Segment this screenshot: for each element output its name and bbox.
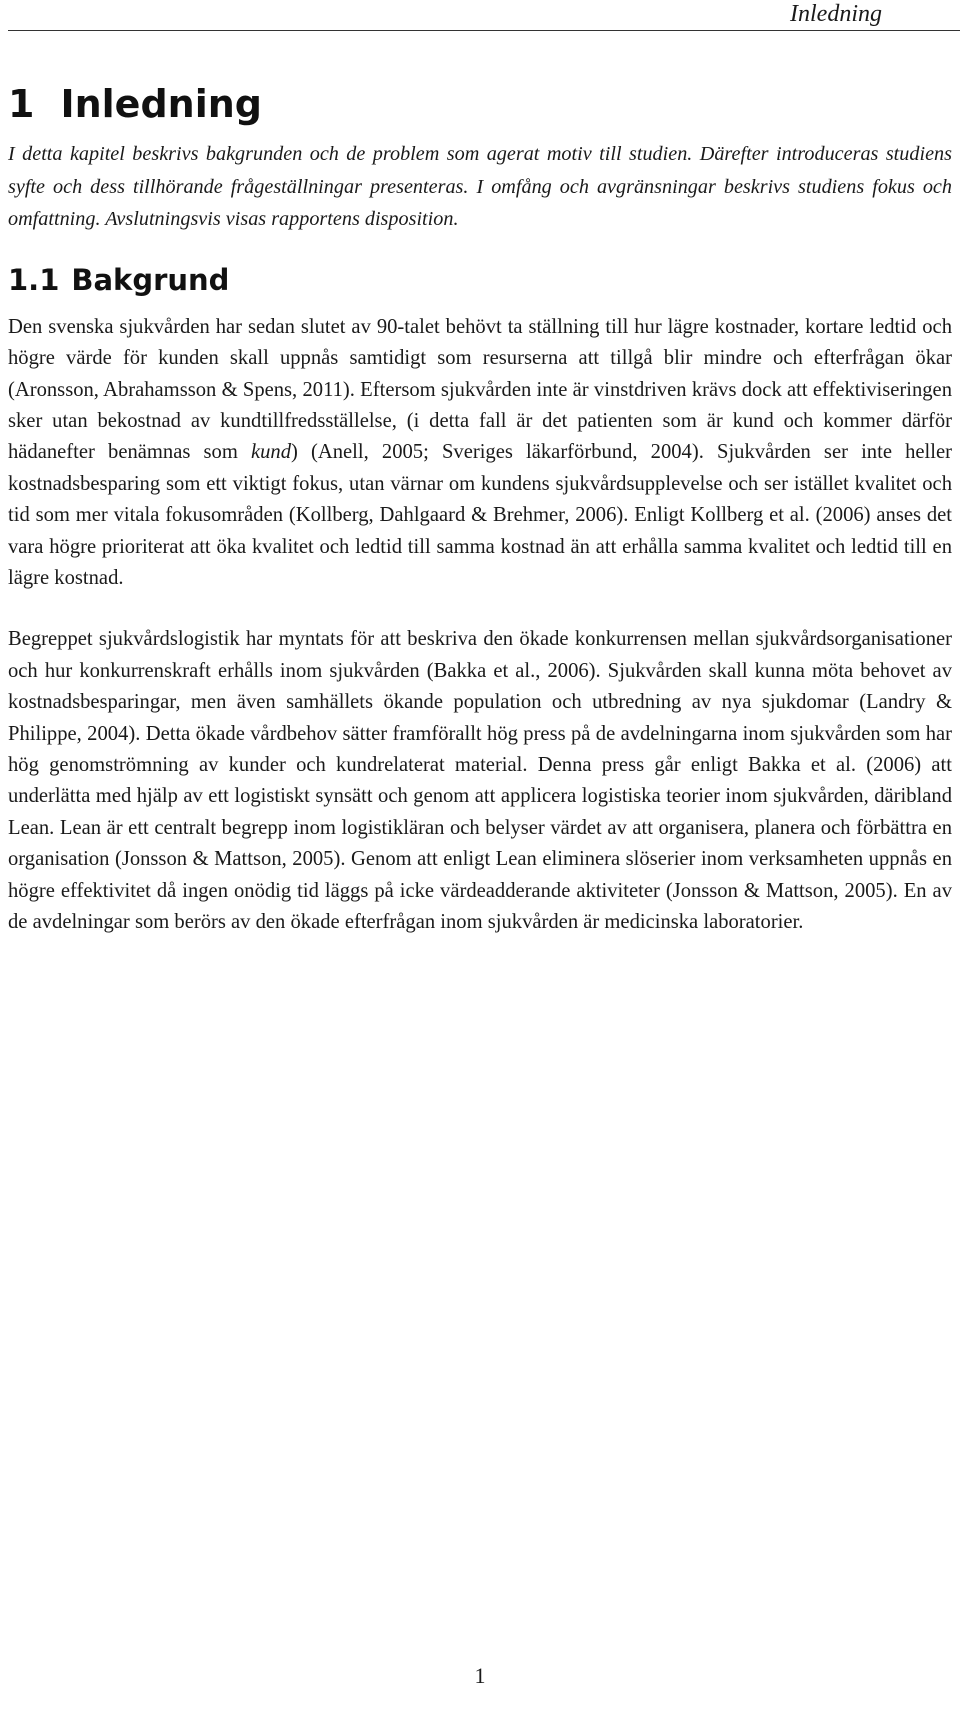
section-title: Bakgrund	[71, 262, 230, 297]
section-number: 1.1	[8, 262, 60, 297]
paragraph-1-text-b: ) (Anell, 2005; Sveriges läkarförbund, 2004). Sjukvården ser inte heller kostnadsbesparing som ett viktigt fokus, utan värnar om kundens sjukvårdsupplevelse och ser istället kvalitet och tid som mer vitala fokusområden (Kollberg, Dahlgaard & Brehmer, 2006). Enligt Kollberg et al. (2006) anses det vara högre prioriterat att öka kvalitet och ledtid till samma kostnad än att erhålla samma kvalitet och ledtid till en lägre kostnad.	[8, 441, 952, 590]
body-paragraph-1	[8, 312, 952, 595]
section-heading	[8, 258, 952, 302]
body-paragraph-2: Begreppet sjukvårdslogistik har myntats för att beskriva den ökade konkurrensen mellan sjukvårdsorganisationer och hur konkurrenskraft erhålls inom sjukvården (Bakka et al., 2006). Sjukvården skall kunna möta behovet av kostnadsbesparingar, men även samhällets ökande population och utbredning av nya sjukdomar (Landry & Philippe, 2004). Detta ökade vårdbehov sätter framförallt hög press på de avdelningarna inom sjukvården som har hög genomströmning av kunder och kundrelaterat material. Denna press går enligt Bakka et al. (2006) att underlätta med hjälp av ett logistiskt synsätt och genom att applicera logistiska teorier inom sjukvården, däribland Lean. Lean är ett centralt begrepp inom logistikläran och belyser värdet av att organisera, planera och förbättra en organisation (Jonsson & Mattson, 2005). Genom att enligt Lean eliminera slöserier inom verksamheten uppnås en högre effektivitet då ingen onödig tid läggs på icke värdeadderande aktiviteter (Jonsson & Mattson, 2005). En av de avdelningar som berörs av den ökade efterfrågan inom sjukvården är medicinska laboratorier.	[8, 628, 952, 934]
emphasized-term: kund	[250, 441, 292, 464]
chapter-title: Inledning	[60, 82, 262, 126]
paragraph-1-text-a: Den svenska sjukvården har sedan slutet av 90-talet behövt ta ställning till hur lägre kostnader, kortare ledtid och högre värde för kunden skall uppnås samtidigt som resurserna att tillgå blir mindre och efterfrågan ökar (Aronsson, Abrahamsson & Spens, 2011). Eftersom sjukvården inte är vinstdriven krävs dock att effektiviseringen sker utan bekostnad av kundtillfredsställelse, (i detta fall är det patienten som är kund och kommer därför hädanefter benämnas som	[8, 315, 952, 464]
chapter-introduction: I detta kapitel beskrivs bakgrunden och de problem som agerat motiv till studien. Därefter introduceras studiens syfte och dess tillhörande frågeställningar presenteras. I omfång och avgränsningar beskrivs studiens fokus och omfattning. Avslutningsvis visas rapportens disposition.	[8, 143, 952, 231]
running-header-title: Inledning	[790, 1, 882, 27]
page-number: 1	[474, 1663, 486, 1688]
header-rule	[8, 30, 960, 31]
page-content	[8, 70, 952, 939]
chapter-heading	[8, 70, 952, 138]
chapter-number: 1	[8, 82, 35, 126]
running-header	[0, 0, 960, 32]
